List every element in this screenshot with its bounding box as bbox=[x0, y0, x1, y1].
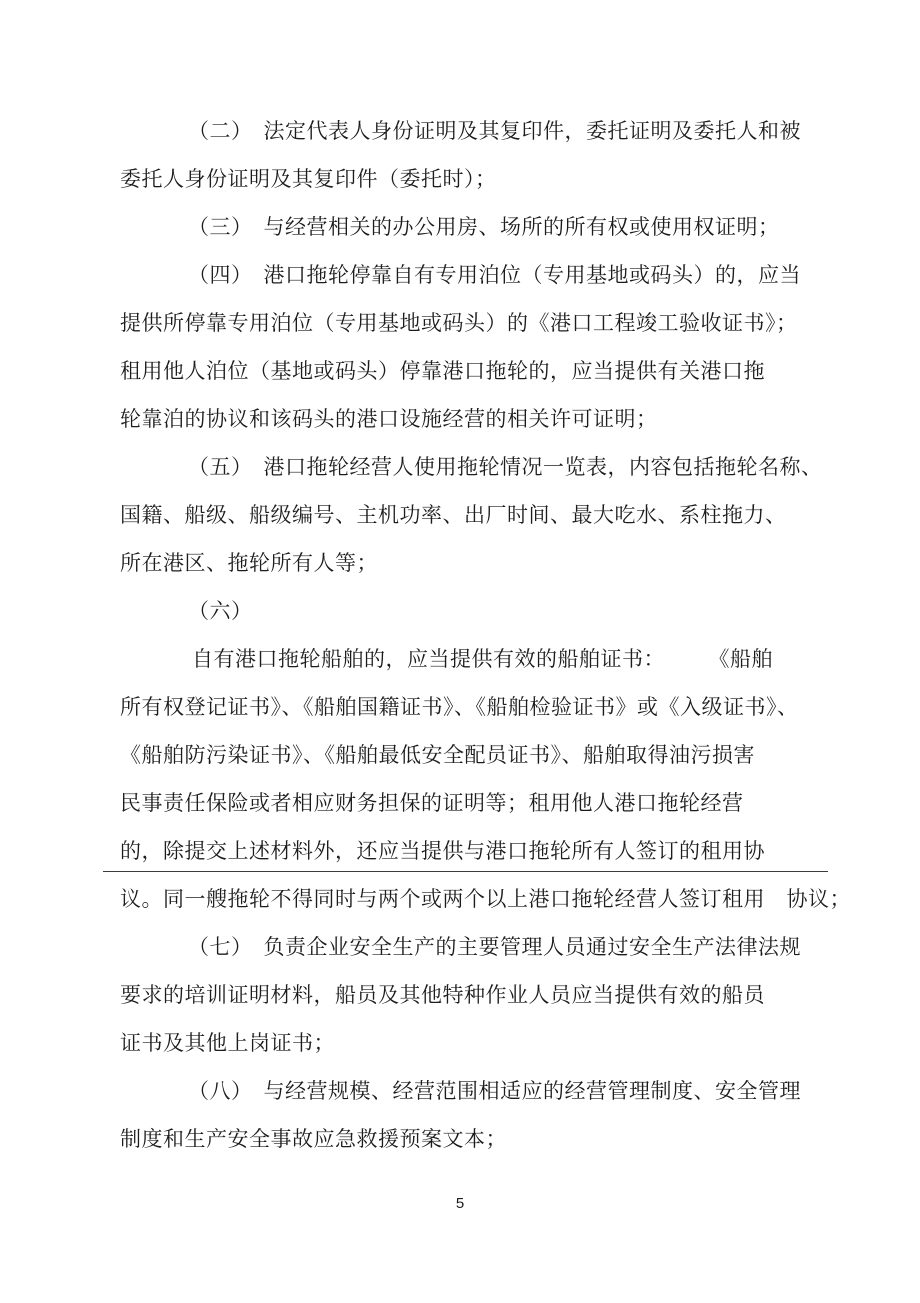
document-line: 的，除提交上述材料外，还应当提供与港口拖轮所有人签订的租用协 bbox=[120, 839, 765, 863]
document-line: （七） 负责企业安全生产的主要管理人员通过安全生产法律法规 bbox=[188, 935, 801, 959]
document-line: 自有港口拖轮船舶的，应当提供有效的船舶证书： 《船舶 bbox=[192, 647, 773, 671]
document-line: 所有权登记证书》、《船舶国籍证书》、《船舶检验证书》或《入级证书》、 bbox=[120, 695, 799, 719]
document-line: （四） 港口拖轮停靠自有专用泊位（专用基地或码头）的，应当 bbox=[188, 263, 801, 287]
document-line: 轮靠泊的协议和该码头的港口设施经营的相关许可证明； bbox=[120, 407, 658, 431]
document-line: 证书及其他上岗证书； bbox=[120, 1031, 335, 1055]
document-line: 所在港区、拖轮所有人等； bbox=[120, 551, 378, 575]
document-line: 民事责任保险或者相应财务担保的证明等；租用他人港口拖轮经营 bbox=[120, 791, 744, 815]
document-line: 要求的培训证明材料，船员及其他特种作业人员应当提供有效的船员 bbox=[120, 983, 765, 1007]
document-line: （八） 与经营规模、经营范围相适应的经营管理制度、安全管理 bbox=[188, 1079, 801, 1103]
document-line: （六） bbox=[188, 599, 253, 623]
document-line: 制度和生产安全事故应急救援预案文本； bbox=[120, 1127, 507, 1151]
document-line: 委托人身份证明及其复印件（委托时）； bbox=[120, 167, 497, 191]
page-number: 5 bbox=[455, 1195, 465, 1212]
document-line: （五） 港口拖轮经营人使用拖轮情况一览表，内容包括拖轮名称、 bbox=[188, 455, 823, 479]
document-line: 议。同一艘拖轮不得同时与两个或两个以上港口拖轮经营人签订租用 协议； bbox=[120, 887, 851, 911]
document-line: 租用他人泊位（基地或码头）停靠港口拖轮的，应当提供有关港口拖 bbox=[120, 359, 765, 383]
document-line: 提供所停靠专用泊位（专用基地或码头）的《港口工程竣工验收证书》； bbox=[120, 311, 798, 335]
document-line: （三） 与经营相关的办公用房、场所的所有权或使用权证明； bbox=[188, 215, 780, 239]
document-line: （二） 法定代表人身份证明及其复印件，委托证明及委托人和被 bbox=[188, 119, 801, 143]
document-line: 《船舶防污染证书》、《船舶最低安全配员证书》、船舶取得油污损害 bbox=[120, 743, 755, 767]
document-body bbox=[120, 107, 851, 1163]
document-line: 国籍、船级、船级编号、主机功率、出厂时间、最大吃水、系柱拖力、 bbox=[120, 503, 787, 527]
section-divider-line bbox=[103, 871, 828, 872]
